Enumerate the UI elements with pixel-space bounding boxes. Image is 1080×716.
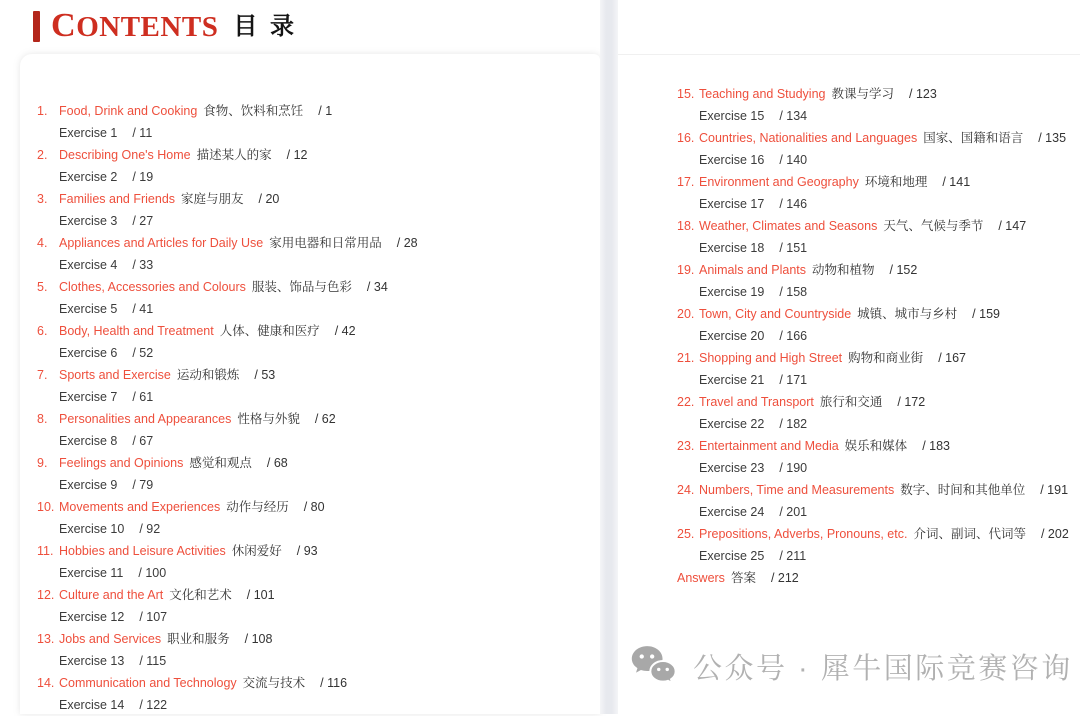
entry-title-en: Town, City and Countryside xyxy=(699,307,852,321)
exercise-page-number: / 211 xyxy=(779,549,807,563)
entry-title-en: Jobs and Services xyxy=(59,632,162,646)
entry-page-number: / 28 xyxy=(396,236,418,250)
answers-entry xyxy=(618,567,1080,589)
exercise-page-number: / 190 xyxy=(779,461,808,475)
entry-title-zh: 城镇、城市与乡村 xyxy=(857,307,958,321)
toc-exercise-line xyxy=(37,650,600,672)
entry-title-zh: 交流与技术 xyxy=(242,676,306,690)
toc-exercise-line xyxy=(37,122,600,144)
left-page xyxy=(20,54,600,714)
entry-number: 20. xyxy=(677,307,695,321)
toc-entry-title-line xyxy=(677,83,1080,105)
entry-title-zh: 教课与学习 xyxy=(831,87,894,101)
exercise-label: Exercise 20 xyxy=(699,329,765,343)
entry-title-zh: 食物、饮料和烹饪 xyxy=(203,104,304,118)
toc-exercise-line xyxy=(37,386,600,408)
entry-title-en: Weather, Climates and Seasons xyxy=(699,219,878,233)
entry-page-number: / 1 xyxy=(318,104,333,118)
toc-entry xyxy=(37,584,600,628)
watermark-text: 公众号 · 犀牛国际竞赛咨询 xyxy=(693,652,1073,685)
entry-page-number: / 20 xyxy=(258,192,280,206)
toc-entry xyxy=(37,408,600,452)
exercise-page-number: / 201 xyxy=(779,505,808,519)
header-accent-bar xyxy=(33,11,40,42)
exercise-label: Exercise 11 xyxy=(59,566,124,580)
exercise-label: Exercise 25 xyxy=(699,549,765,563)
entry-title-zh: 介词、副词、代词等 xyxy=(913,527,1026,541)
exercise-label: Exercise 24 xyxy=(699,505,765,519)
exercise-label: Exercise 19 xyxy=(699,285,765,299)
exercise-page-number: / 11 xyxy=(132,126,153,140)
exercise-label: Exercise 14 xyxy=(59,698,125,712)
entry-title-zh: 动作与经历 xyxy=(226,500,289,514)
toc-exercise-line xyxy=(677,149,1080,171)
toc-entry xyxy=(677,479,1080,523)
entry-title-zh: 家用电器和日常用品 xyxy=(269,236,382,250)
entry-page-number: / 12 xyxy=(286,148,308,162)
toc-entry xyxy=(677,347,1080,391)
exercise-label: Exercise 15 xyxy=(699,109,765,123)
entry-page-number: / 80 xyxy=(303,500,325,514)
entry-title-en: Hobbies and Leisure Activities xyxy=(59,544,226,558)
toc-entry-title-line xyxy=(677,259,1080,281)
entry-title-zh: 数字、时间和其他单位 xyxy=(900,483,1026,497)
exercise-page-number: / 100 xyxy=(138,566,167,580)
toc-entry-title-line xyxy=(677,391,1080,413)
answers-title: Answers xyxy=(677,571,725,585)
exercise-page-number: / 158 xyxy=(779,285,808,299)
entry-number: 9. xyxy=(37,456,48,470)
entry-number: 25. xyxy=(677,527,695,541)
entry-title-en: Countries, Nationalities and Languages xyxy=(699,131,918,145)
exercise-page-number: / 33 xyxy=(132,258,154,272)
entry-title-zh: 描述某人的家 xyxy=(196,148,272,162)
toc-entry-title-line xyxy=(677,127,1080,149)
toc-entry xyxy=(37,496,600,540)
toc-entry-title-line xyxy=(677,347,1080,369)
entry-title-en: Describing One's Home xyxy=(59,148,191,162)
toc-entry xyxy=(37,232,600,276)
toc-entry xyxy=(37,100,600,144)
toc-exercise-line xyxy=(37,254,600,276)
entry-title-zh: 服装、饰品与色彩 xyxy=(251,280,352,294)
entry-title-zh: 购物和商业街 xyxy=(848,351,924,365)
exercise-label: Exercise 3 xyxy=(59,214,118,228)
exercise-page-number: / 27 xyxy=(132,214,154,228)
toc-list-left xyxy=(20,54,600,716)
entry-title-en: Appliances and Articles for Daily Use xyxy=(59,236,264,250)
toc-entry xyxy=(37,540,600,584)
toc-entry xyxy=(37,452,600,496)
toc-entry xyxy=(37,144,600,188)
toc-entry-title-line xyxy=(677,303,1080,325)
entry-title-zh: 环境和地理 xyxy=(864,175,928,189)
entry-page-number: / 93 xyxy=(296,544,318,558)
entry-title-en: Culture and the Art xyxy=(59,588,164,602)
toc-entry-title-line xyxy=(37,100,600,122)
toc-exercise-line xyxy=(677,105,1080,127)
entry-number: 13. xyxy=(37,632,55,646)
toc-entry xyxy=(37,364,600,408)
toc-exercise-line xyxy=(677,413,1080,435)
entry-page-number: / 152 xyxy=(889,263,918,277)
entry-number: 5. xyxy=(37,280,48,294)
exercise-label: Exercise 22 xyxy=(699,417,765,431)
exercise-page-number: / 79 xyxy=(132,478,154,492)
watermark xyxy=(630,644,1073,688)
exercise-label: Exercise 5 xyxy=(59,302,118,316)
entry-title-en: Environment and Geography xyxy=(699,175,859,189)
exercise-page-number: / 92 xyxy=(139,522,161,536)
toc-entry-title-line xyxy=(677,215,1080,237)
answers-page-number: / 212 xyxy=(770,571,799,585)
toc-exercise-line xyxy=(677,545,1080,567)
toc-entry xyxy=(677,171,1080,215)
entry-title-en: Families and Friends xyxy=(59,192,176,206)
entry-page-number: / 141 xyxy=(942,175,971,189)
answers-title-zh: 答案 xyxy=(730,571,756,585)
exercise-label: Exercise 1 xyxy=(59,126,118,140)
toc-entry-title-line xyxy=(37,276,600,298)
entry-page-number: / 34 xyxy=(366,280,388,294)
toc-exercise-line xyxy=(37,606,600,628)
toc-list-right xyxy=(618,0,1080,567)
exercise-label: Exercise 12 xyxy=(59,610,125,624)
entry-title-en: Feelings and Opinions xyxy=(59,456,184,470)
exercise-page-number: / 166 xyxy=(779,329,808,343)
toc-entry-title-line xyxy=(37,628,600,650)
toc-entry xyxy=(677,435,1080,479)
toc-entry xyxy=(677,259,1080,303)
entry-number: 22. xyxy=(677,395,695,409)
entry-number: 23. xyxy=(677,439,695,453)
entry-title-zh: 天气、气候与季节 xyxy=(883,219,984,233)
toc-exercise-line xyxy=(37,342,600,364)
entry-page-number: / 68 xyxy=(266,456,288,470)
toc-entry xyxy=(37,276,600,320)
entry-title-zh: 休闲爱好 xyxy=(231,544,282,558)
toc-exercise-line xyxy=(677,193,1080,215)
entry-title-en: Clothes, Accessories and Colours xyxy=(59,280,246,294)
toc-exercise-line xyxy=(37,430,600,452)
entry-title-en: Movements and Experiences xyxy=(59,500,221,514)
exercise-page-number: / 19 xyxy=(132,170,154,184)
entry-page-number: / 147 xyxy=(998,219,1027,233)
exercise-label: Exercise 4 xyxy=(59,258,118,272)
entry-title-zh: 感觉和观点 xyxy=(189,456,252,470)
entry-title-zh: 文化和艺术 xyxy=(169,588,232,602)
entry-number: 21. xyxy=(677,351,695,365)
toc-entry xyxy=(677,523,1080,567)
entry-title-en: Travel and Transport xyxy=(699,395,814,409)
exercise-label: Exercise 16 xyxy=(699,153,765,167)
entry-title-zh: 国家、国籍和语言 xyxy=(923,131,1024,145)
entry-page-number: / 202 xyxy=(1040,527,1069,541)
toc-exercise-line xyxy=(37,694,600,716)
right-page-top-edge xyxy=(618,54,1080,55)
entry-title-en: Body, Health and Treatment xyxy=(59,324,214,338)
entry-title-zh: 动物和植物 xyxy=(812,263,875,277)
entry-number: 7. xyxy=(37,368,48,382)
entry-page-number: / 123 xyxy=(909,87,937,101)
entry-title-en: Numbers, Time and Measurements xyxy=(699,483,895,497)
entry-number: 1. xyxy=(37,104,48,118)
entry-page-number: / 172 xyxy=(897,395,926,409)
entry-title-zh: 家庭与朋友 xyxy=(181,192,244,206)
exercise-page-number: / 182 xyxy=(779,417,808,431)
toc-exercise-line xyxy=(37,210,600,232)
exercise-page-number: / 52 xyxy=(132,346,154,360)
entry-page-number: / 167 xyxy=(938,351,966,365)
toc-entry-title-line xyxy=(37,408,600,430)
toc-entry-title-line xyxy=(37,320,600,342)
toc-entry xyxy=(677,127,1080,171)
entry-title-zh: 运动和锻炼 xyxy=(176,368,240,382)
entry-number: 24. xyxy=(677,483,695,497)
entry-page-number: / 159 xyxy=(972,307,1000,321)
toc-entry-title-line xyxy=(677,171,1080,193)
toc-entry-title-line xyxy=(37,452,600,474)
entry-number: 15. xyxy=(677,87,695,101)
toc-entry xyxy=(37,188,600,232)
exercise-label: Exercise 23 xyxy=(699,461,765,475)
toc-entry xyxy=(677,303,1080,347)
toc-entry xyxy=(37,320,600,364)
toc-entry-title-line xyxy=(37,232,600,254)
toc-exercise-line xyxy=(37,518,600,540)
entry-number: 10. xyxy=(37,500,55,514)
toc-entry-title-line xyxy=(677,523,1080,545)
toc-exercise-line xyxy=(677,281,1080,303)
toc-entry-title-line xyxy=(37,672,600,694)
entry-title-en: Communication and Technology xyxy=(59,676,237,690)
entry-number: 17. xyxy=(677,175,695,189)
entry-title-en: Entertainment and Media xyxy=(699,439,839,453)
exercise-page-number: / 107 xyxy=(139,610,168,624)
entry-number: 12. xyxy=(37,588,55,602)
toc-entry xyxy=(677,391,1080,435)
wechat-icon xyxy=(630,644,677,688)
entry-title-en: Shopping and High Street xyxy=(699,351,843,365)
exercise-page-number: / 41 xyxy=(132,302,154,316)
entry-page-number: / 53 xyxy=(254,368,276,382)
exercise-label: Exercise 2 xyxy=(59,170,118,184)
toc-exercise-line xyxy=(677,501,1080,523)
entry-title-zh: 旅行和交通 xyxy=(819,395,883,409)
page-title: CONTENTS xyxy=(51,7,219,44)
exercise-page-number: / 67 xyxy=(132,434,154,448)
exercise-label: Exercise 8 xyxy=(59,434,118,448)
toc-exercise-line xyxy=(37,298,600,320)
entry-title-en: Prepositions, Adverbs, Pronouns, etc. xyxy=(699,527,908,541)
toc-entry-title-line xyxy=(37,188,600,210)
exercise-page-number: / 61 xyxy=(132,390,154,404)
entry-number: 3. xyxy=(37,192,48,206)
toc-entry xyxy=(677,215,1080,259)
toc-exercise-line xyxy=(677,237,1080,259)
entry-title-en: Personalities and Appearances xyxy=(59,412,232,426)
entry-page-number: / 101 xyxy=(246,588,275,602)
entry-title-en: Animals and Plants xyxy=(699,263,807,277)
exercise-label: Exercise 9 xyxy=(59,478,118,492)
toc-entry-title-line xyxy=(37,144,600,166)
exercise-page-number: / 171 xyxy=(779,373,808,387)
entry-title-zh: 性格与外貌 xyxy=(237,412,300,426)
entry-number: 14. xyxy=(37,676,55,690)
exercise-label: Exercise 18 xyxy=(699,241,765,255)
exercise-page-number: / 151 xyxy=(779,241,808,255)
entry-number: 19. xyxy=(677,263,695,277)
exercise-page-number: / 122 xyxy=(139,698,168,712)
page-title-chinese: 目 录 xyxy=(233,12,297,40)
toc-entry xyxy=(37,628,600,672)
contents-header xyxy=(33,9,297,44)
exercise-label: Exercise 7 xyxy=(59,390,118,404)
exercise-label: Exercise 17 xyxy=(699,197,765,211)
entry-title-zh: 娱乐和媒体 xyxy=(844,439,908,453)
entry-number: 4. xyxy=(37,236,48,250)
right-page xyxy=(618,0,1080,714)
entry-title-zh: 人体、健康和医疗 xyxy=(219,324,320,338)
toc-entry-title-line xyxy=(37,584,600,606)
toc-exercise-line xyxy=(677,369,1080,391)
entry-number: 16. xyxy=(677,131,695,145)
toc-exercise-line xyxy=(37,562,600,584)
toc-entry xyxy=(37,672,600,716)
toc-exercise-line xyxy=(677,457,1080,479)
entry-title-en: Food, Drink and Cooking xyxy=(59,104,198,118)
entry-number: 8. xyxy=(37,412,48,426)
entry-number: 11. xyxy=(37,544,54,558)
toc-exercise-line xyxy=(677,325,1080,347)
entry-page-number: / 183 xyxy=(922,439,950,453)
exercise-page-number: / 134 xyxy=(779,109,808,123)
exercise-label: Exercise 6 xyxy=(59,346,118,360)
exercise-page-number: / 140 xyxy=(779,153,808,167)
entry-page-number: / 42 xyxy=(334,324,356,338)
entry-page-number: / 135 xyxy=(1038,131,1067,145)
entry-title-zh: 职业和服务 xyxy=(167,632,230,646)
entry-page-number: / 191 xyxy=(1040,483,1069,497)
entry-page-number: / 116 xyxy=(320,676,348,690)
toc-exercise-line xyxy=(37,166,600,188)
toc-entry-title-line xyxy=(677,435,1080,457)
toc-entry-title-line xyxy=(37,364,600,386)
toc-entry xyxy=(677,83,1080,127)
exercise-label: Exercise 10 xyxy=(59,522,125,536)
exercise-label: Exercise 21 xyxy=(699,373,765,387)
entry-title-en: Teaching and Studying xyxy=(699,87,826,101)
entry-number: 18. xyxy=(677,219,695,233)
exercise-page-number: / 115 xyxy=(139,654,167,668)
exercise-label: Exercise 13 xyxy=(59,654,125,668)
entry-page-number: / 108 xyxy=(244,632,273,646)
exercise-page-number: / 146 xyxy=(779,197,808,211)
toc-exercise-line xyxy=(37,474,600,496)
entry-number: 2. xyxy=(37,148,48,162)
page-gutter xyxy=(600,0,618,714)
entry-page-number: / 62 xyxy=(314,412,336,426)
toc-entry-title-line xyxy=(37,496,600,518)
toc-entry-title-line xyxy=(37,540,600,562)
entry-title-en: Sports and Exercise xyxy=(59,368,171,382)
toc-entry-title-line xyxy=(677,479,1080,501)
entry-number: 6. xyxy=(37,324,48,338)
